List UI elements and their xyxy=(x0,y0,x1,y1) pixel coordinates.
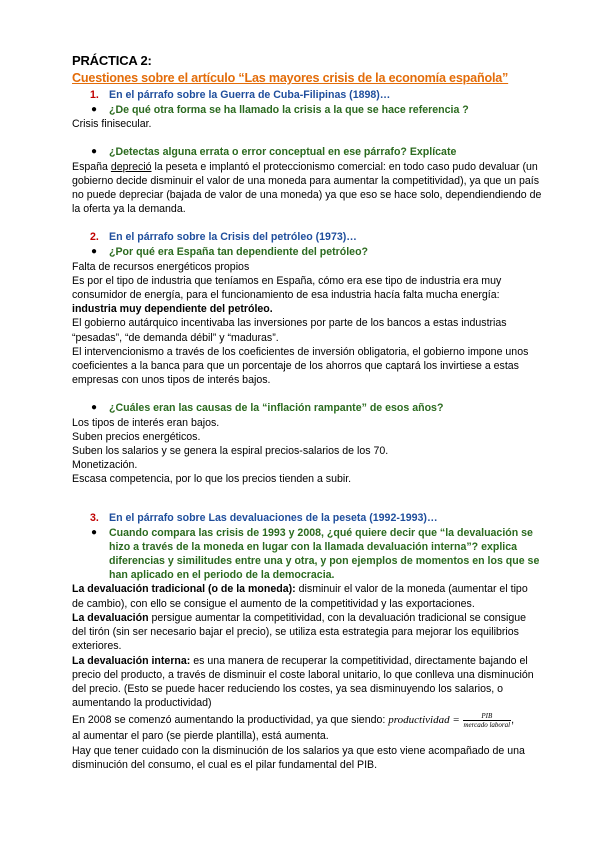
paragraph-text: disminuir el valor de la moneda (aumentar el tipo de cambio), con ello se consigue el aumento de la competitividad y las exportaciones. xyxy=(72,583,528,610)
term-bold: La devaluación interna: xyxy=(72,654,191,667)
section-1-answer-1: Crisis finisecular. xyxy=(72,118,152,131)
formula-lhs: productividad = xyxy=(388,714,463,727)
term-bold: La devaluación xyxy=(72,611,149,624)
section-2-number: 2. xyxy=(90,231,99,244)
bullet-icon: ● xyxy=(91,526,98,538)
section-1-heading-text: En el párrafo sobre la Guerra de Cuba-Filipinas (1898)… xyxy=(109,89,391,101)
section-2-heading xyxy=(72,230,542,245)
question-text: ¿Cuáles eran las causas de la “inflación rampante” de esos años? xyxy=(109,402,444,415)
productivity-formula xyxy=(388,712,511,729)
formula-numerator: PIB xyxy=(463,712,512,721)
formula-fraction xyxy=(463,712,515,730)
section-1-number: 1. xyxy=(90,89,99,101)
bullet-icon: ● xyxy=(91,146,98,158)
paragraph-text: En 2008 se comenzó aumentando la productividad, ya que siendo: xyxy=(72,714,389,727)
section-2-answer-line-3: El gobierno autárquico incentivaba las inversiones por parte de los bancos a estas industrias “pesadas”, “de demanda débil” y “maduras”. xyxy=(72,317,507,344)
bullet-icon: ● xyxy=(91,402,98,414)
cause-item: Suben los salarios y se genera la espiral precios-salarios de los 70. xyxy=(72,445,389,458)
cause-item: Escasa competencia, por lo que los precios tienden a subir. xyxy=(72,473,352,486)
paragraph-text: , xyxy=(511,714,515,727)
question-text: ¿Por qué era España tan dependiente del petróleo? xyxy=(109,246,369,259)
section-3-heading-text: En el párrafo sobre Las devaluaciones de la peseta (1992-1993)… xyxy=(109,511,438,524)
underlined-word: depreció xyxy=(110,160,152,173)
paragraph-text: es una manera de recuperar la competitividad, directamente bajando el precio del producto, a través de disminuir el coste laboral unitario, lo que conlleva una disminución del precio. (Esto se puede hacer reduciendo los costes, ya sea disminuyendo los salarios, o aumentando la productividad) xyxy=(72,654,534,710)
section-2-question-2 xyxy=(72,401,542,415)
section-3-number: 3. xyxy=(90,511,99,524)
section-3-heading xyxy=(72,511,542,526)
question-text: ¿De qué otra forma se ha llamado la crisis a la que se hace referencia ? xyxy=(109,104,469,116)
cause-item: Monetización. xyxy=(72,459,138,472)
section-2-answer-bold: industria muy dependiente del petróleo. xyxy=(72,303,273,316)
document-content xyxy=(72,52,542,772)
term-bold: La devaluación tradicional (o de la moneda): xyxy=(72,583,296,596)
document-title: PRÁCTICA 2: xyxy=(72,53,152,68)
section-3-paragraph-4 xyxy=(72,712,542,729)
section-2-heading-text: En el párrafo sobre la Crisis del petróleo (1973)… xyxy=(109,231,357,244)
document-subtitle: Cuestiones sobre el artículo “Las mayores crisis de la economía española” xyxy=(72,71,509,85)
formula-denominator: mercado laboral xyxy=(463,721,511,730)
section-2-question-1 xyxy=(72,245,542,259)
bullet-icon: ● xyxy=(91,104,98,115)
section-3-paragraph-3 xyxy=(72,654,542,711)
cause-item: Suben precios energéticos. xyxy=(72,430,201,443)
question-text: ¿Detectas alguna errata o error conceptual en ese párrafo? Explícate xyxy=(109,146,457,159)
section-3-paragraph-2 xyxy=(72,611,542,654)
section-1-question-1 xyxy=(72,103,542,117)
section-1-answer-2 xyxy=(72,160,542,217)
answer-text: España xyxy=(72,160,111,173)
section-3-question-1 xyxy=(72,526,542,583)
section-1-heading xyxy=(72,88,542,103)
section-2-answer-line-1: Falta de recursos energéticos propios xyxy=(72,260,250,273)
section-3-paragraph-4-line-2: al aumentar el paro (se pierde plantilla), está aumenta. xyxy=(72,730,329,743)
paragraph-text: persigue aumentar la competitividad, con la devaluación tradicional se consigue del tirón (sin ser necesario bajar el precio), se utiliza esta estrategia para mejorar los equilibrios exteriores. xyxy=(72,611,527,653)
section-3-paragraph-1 xyxy=(72,582,542,610)
section-3-paragraph-5: Hay que tener cuidado con la disminución de los salarios ya que esto viene acompañado de una disminución del consumo, el cual es el pilar fundamental del PIB. xyxy=(72,744,525,771)
section-2-answer-line-4: El intervencionismo a través de los coeficientes de inversión obligatoria, el gobierno impone unos coeficientes a la banca para que un porcentaje de los ahorros que captará los invirtiese a estas empresas con unos tipos de interés bajos. xyxy=(72,345,529,387)
section-1-question-2 xyxy=(72,145,542,159)
section-2-answer-line-2: Es por el tipo de industria que teníamos en España, cómo era ese tipo de industria era muy consumidor de energía, para el funcionamiento de esa industria hacía falta mucha energía: xyxy=(72,274,502,302)
bullet-icon: ● xyxy=(91,246,98,258)
question-text: Cuando compara las crisis de 1993 y 2008, ¿qué quiere decir que “la devaluación se hizo a través de la moneda en lugar con la llamada devaluación interna”? explica diferencias y similitudes entre una y otra, y pon ejemplos de momentos en los que se han aplicado en el periodo de la democracia. xyxy=(109,526,540,582)
answer-text: la peseta e implantó el proteccionismo comercial: en todo caso pudo devaluar (un gobierno decide disminuir el valor de una moneda para aumentar la competitividad), ya que un país no puede depreciar (bajada de valor de una moneda) ya que eso se hace solo, dependiendiendo de la oferta ya la demanda. xyxy=(72,160,542,216)
cause-item: Los tipos de interés eran bajos. xyxy=(72,416,220,429)
